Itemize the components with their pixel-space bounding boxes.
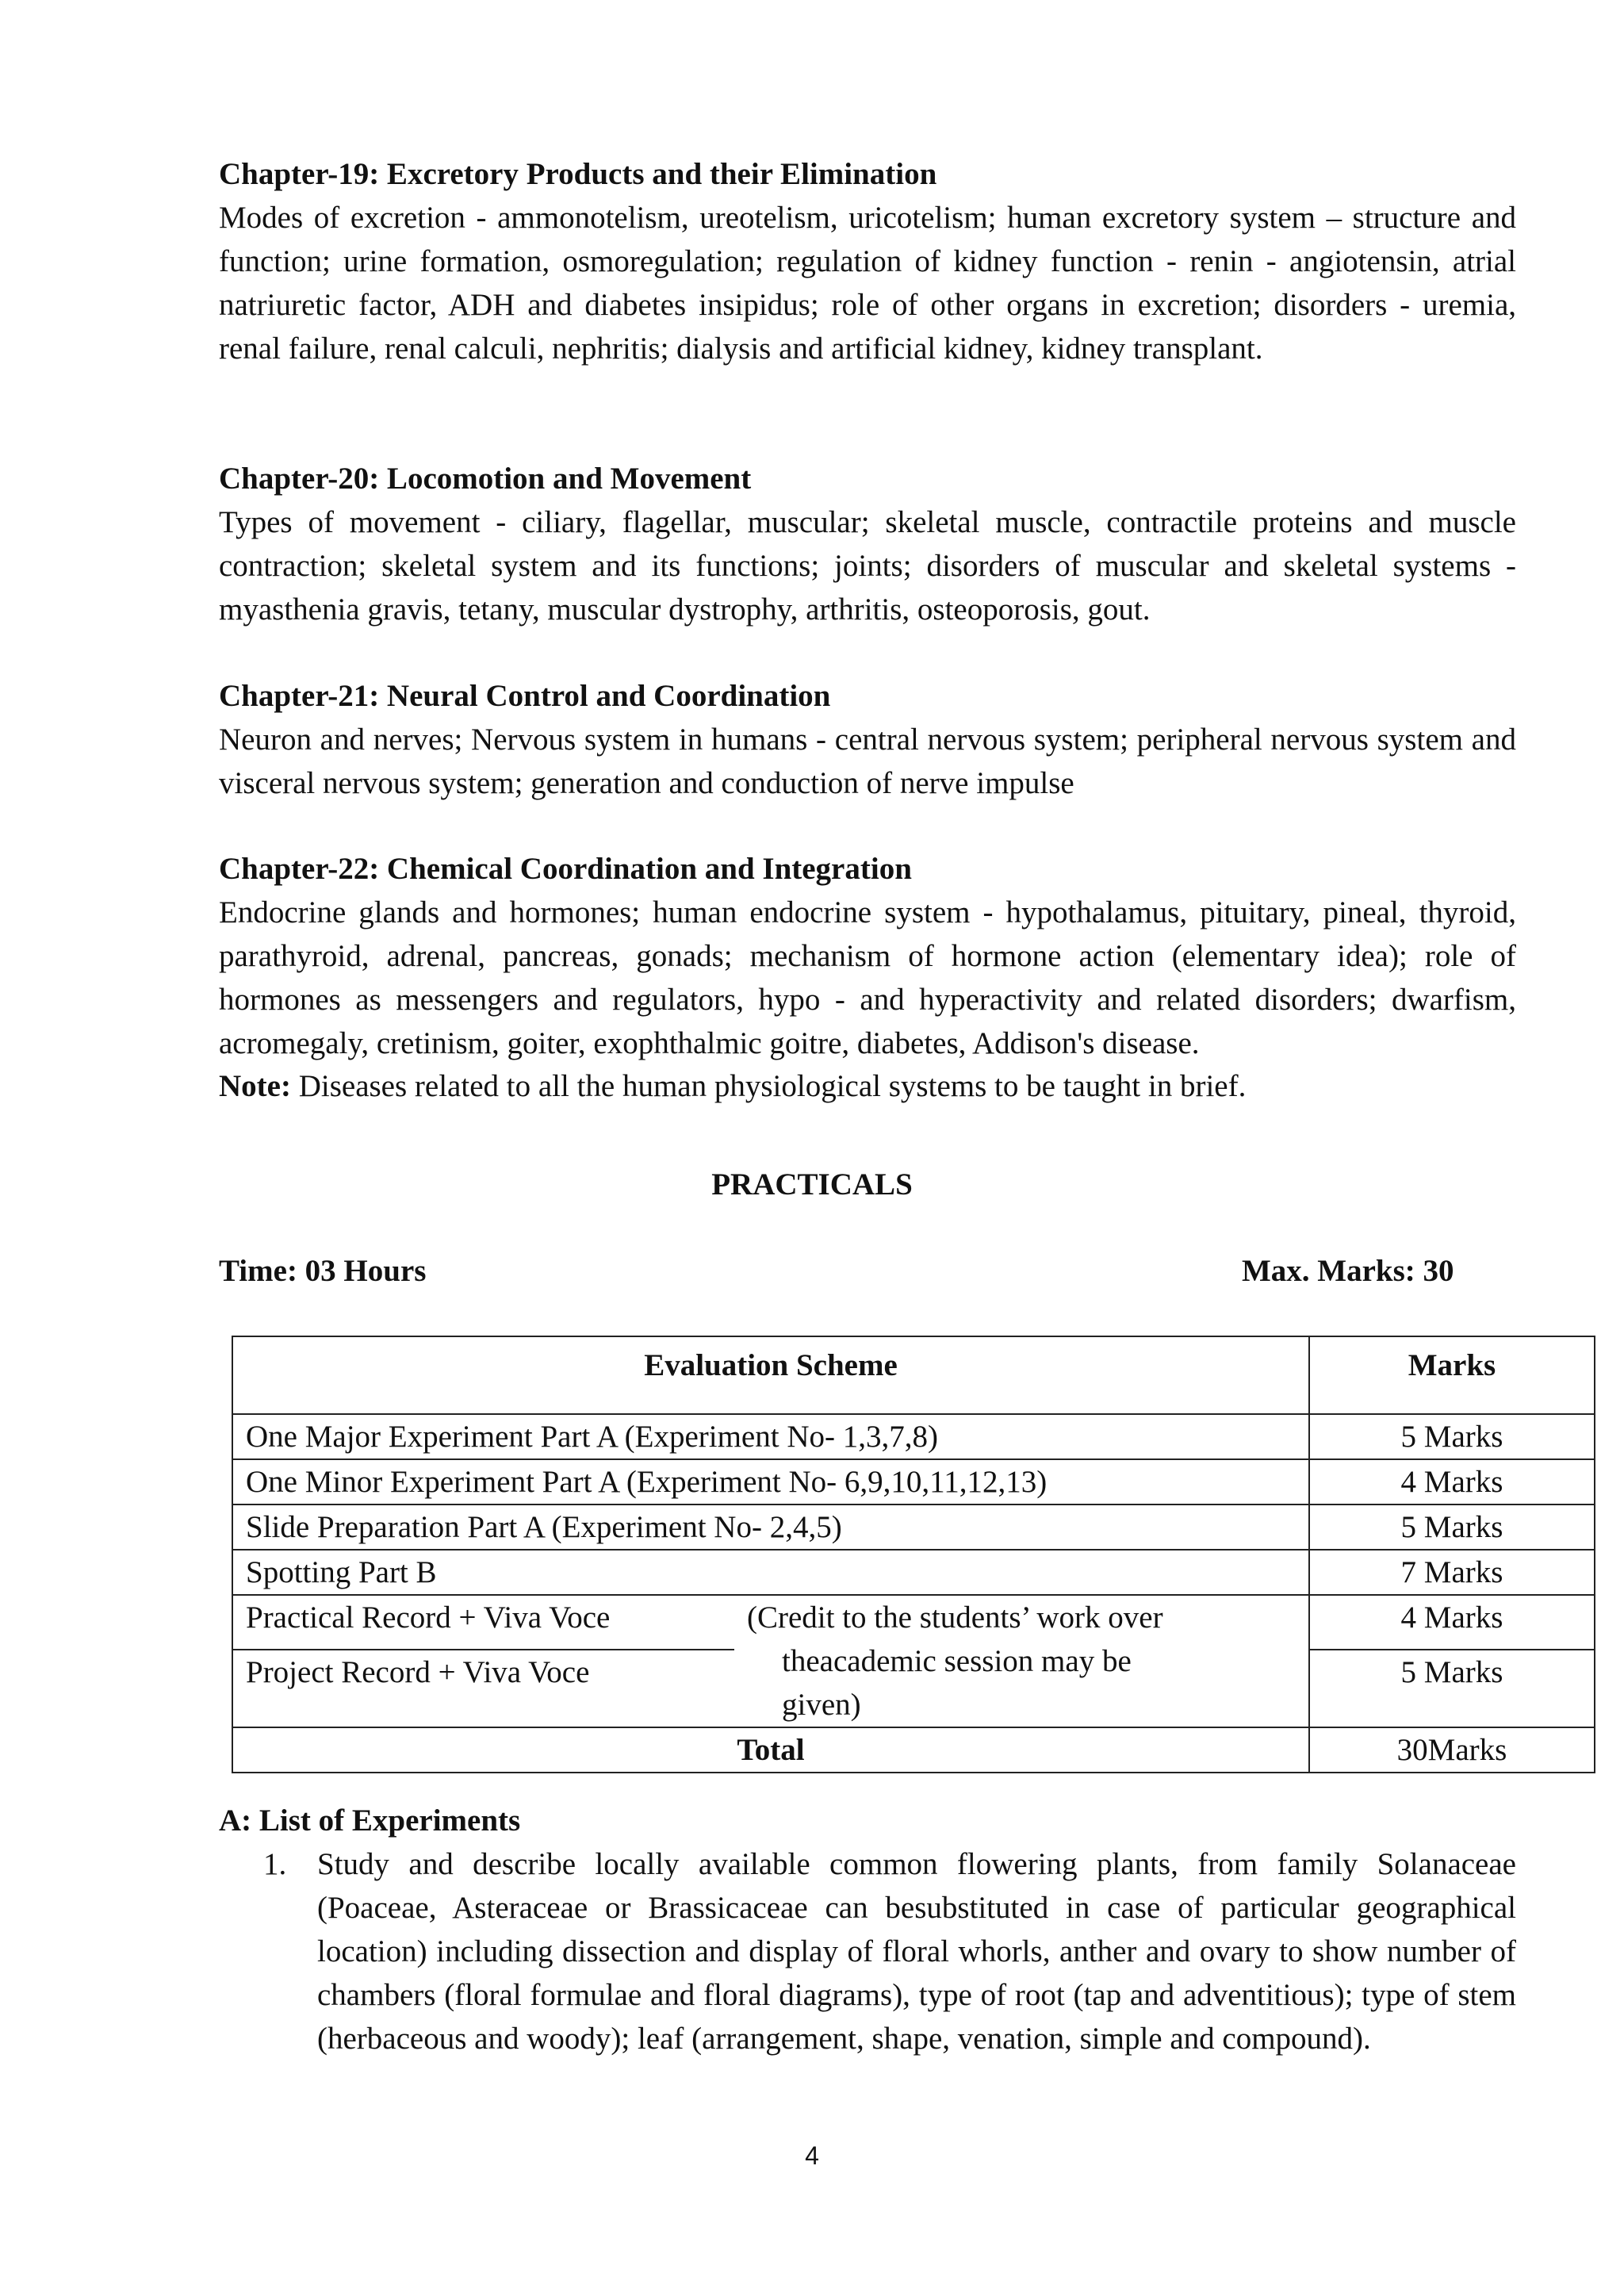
header-marks: Marks	[1309, 1336, 1595, 1414]
chapter-body: Types of movement - ciliary, flagellar, muscular; skeletal muscle, contractile proteins and muscle contraction; skeletal system and its functions; joints; disorders of muscular and skeletal systems - myasthenia gravis, tetany, muscular dystrophy, arthritis, osteoporosis, gout.	[219, 505, 1516, 627]
scheme-cell: Practical Record + Viva Voce	[232, 1595, 734, 1650]
table-row	[232, 1550, 1595, 1595]
scheme-cell: One Minor Experiment Part A (Experiment No- 6,9,10,11,12,13)	[232, 1459, 1309, 1504]
experiments-title: A: List of Experiments	[219, 1803, 521, 1838]
credit-note-line: theacademic session may be	[782, 1644, 1132, 1678]
chapter-22-section	[219, 847, 1516, 1065]
total-label: Total	[232, 1727, 1309, 1773]
chapter-title: Chapter-19: Excretory Products and their Elimination	[219, 157, 937, 191]
scheme-cell: Spotting Part B	[232, 1550, 1309, 1595]
scheme-cell: Project Record + Viva Voce	[232, 1650, 734, 1727]
list-item-text: Study and describe locally available common flowering plants, from family Solanaceae (Poaceae, Asteraceae or Brassicaceae can besubstituted in case of particular geographical location) including dissection and display of floral whorls, anther and ovary to show number of chambers (floral formulae and floral diagrams), type of root (tap and adventitious); type of stem (herbaceous and woody); leaf (arrangement, shape, venation, simple and compound).	[317, 1847, 1516, 2056]
table-header-row	[232, 1336, 1595, 1414]
chapter-title: Chapter-21: Neural Control and Coordination	[219, 679, 831, 713]
table-total-row	[232, 1727, 1595, 1773]
header-evaluation-scheme: Evaluation Scheme	[232, 1336, 1309, 1414]
marks-cell: 4 Marks	[1309, 1459, 1595, 1504]
marks-cell: 7 Marks	[1309, 1550, 1595, 1595]
list-item-number: 1.	[263, 1847, 287, 1881]
credit-note	[734, 1595, 1309, 1727]
chapter-19-section	[219, 152, 1516, 370]
note-text: Diseases related to all the human physiological systems to be taught in brief.	[290, 1069, 1247, 1103]
credit-note-line: given)	[782, 1688, 861, 1722]
page-number: 4	[805, 2141, 819, 2170]
table-row	[232, 1414, 1595, 1459]
scheme-cell: Slide Preparation Part A (Experiment No- 2,4,5)	[232, 1504, 1309, 1550]
chapter-21-section	[219, 674, 1516, 805]
evaluation-table	[232, 1336, 1595, 1773]
table-row	[232, 1459, 1595, 1504]
list-item	[263, 1842, 1516, 2060]
chapter-body: Endocrine glands and hormones; human endocrine system - hypothalamus, pituitary, pineal, thyroid, parathyroid, adrenal, pancreas, gonads; mechanism of hormone action (elementary idea); role of hormones as messengers and regulators, hypo - and hyperactivity and related disorders; dwarfism, acromegaly, cretinism, goiter, exophthalmic goitre, diabetes, Addison's disease.	[219, 895, 1516, 1060]
chapter-body: Modes of excretion - ammonotelism, ureotelism, uricotelism; human excretory system – structure and function; urine formation, osmoregulation; regulation of kidney function - renin - angiotensin, atrial natriuretic factor, ADH and diabetes insipidus; role of other organs in excretion; disorders - uremia, renal failure, renal calculi, nephritis; dialysis and artificial kidney, kidney transplant.	[219, 201, 1516, 366]
total-marks: 30Marks	[1309, 1727, 1595, 1773]
credit-note-line: (Credit to the students’ work over	[747, 1600, 1163, 1635]
note	[219, 1064, 1246, 1108]
chapter-title: Chapter-20: Locomotion and Movement	[219, 462, 752, 496]
table-row	[232, 1595, 1595, 1650]
chapter-title: Chapter-22: Chemical Coordination and Integration	[219, 852, 912, 886]
practicals-heading: PRACTICALS	[711, 1167, 913, 1202]
scheme-cell: One Major Experiment Part A (Experiment No- 1,3,7,8)	[232, 1414, 1309, 1459]
marks-cell: 5 Marks	[1309, 1414, 1595, 1459]
marks-cell: 5 Marks	[1309, 1650, 1595, 1727]
chapter-20-section	[219, 457, 1516, 631]
max-marks-label: Max. Marks: 30	[1242, 1254, 1454, 1288]
marks-cell: 5 Marks	[1309, 1504, 1595, 1550]
note-label: Note:	[219, 1069, 291, 1103]
time-label: Time: 03 Hours	[219, 1254, 427, 1288]
marks-cell: 4 Marks	[1309, 1595, 1595, 1650]
table-row	[232, 1504, 1595, 1550]
chapter-body: Neuron and nerves; Nervous system in humans - central nervous system; peripheral nervous system and visceral nervous system; generation and conduction of nerve impulse	[219, 723, 1516, 800]
